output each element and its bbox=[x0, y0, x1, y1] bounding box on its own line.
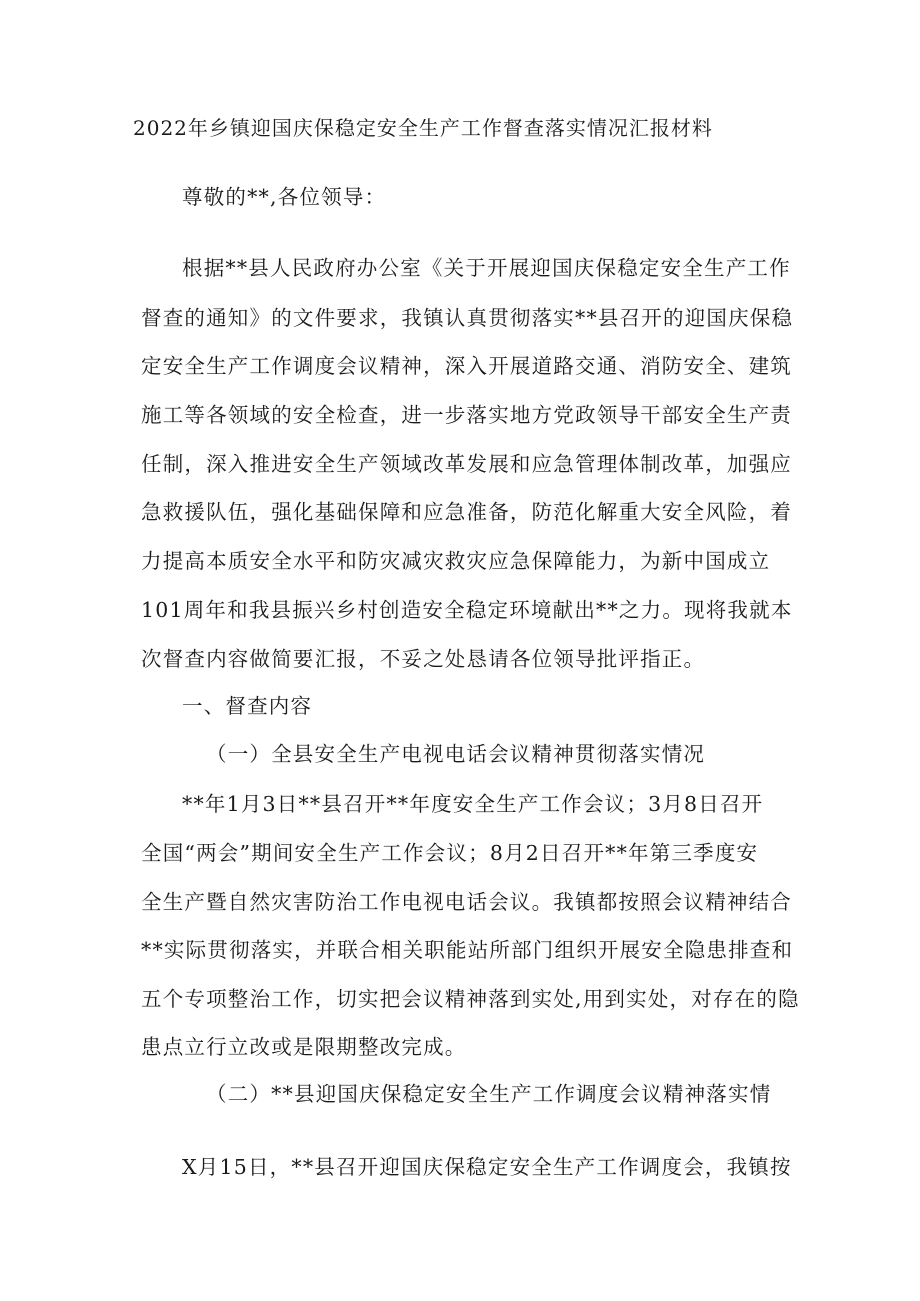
intro-line: 次督查内容做简要汇报，不妥之处恳请各位领导批评指正。 bbox=[141, 647, 706, 671]
paragraph-line: **实际贯彻落实，并联合相关职能站所部门组织开展安全隐患排查和 bbox=[141, 938, 794, 962]
intro-line: 101周年和我县振兴乡村创造安全稳定环境献出**之力。现将我就本 bbox=[141, 598, 793, 622]
salutation: 尊敬的**,各位领导： bbox=[182, 185, 387, 209]
paragraph-line: **年1月3日**县召开**年度安全生产工作会议；3月8日召开 bbox=[182, 792, 764, 816]
intro-line: 急救援队伍，强化基础保障和应急准备，防范化解重大安全风险，着 bbox=[141, 500, 792, 524]
subsection-heading: （二）**县迎国庆保稳定安全生产工作调度会议精神落实情 bbox=[206, 1082, 772, 1106]
intro-line: 施工等各领域的安全检查，进一步落实地方党政领导干部安全生产责 bbox=[141, 403, 792, 427]
section-heading: 一、督查内容 bbox=[182, 694, 313, 718]
document-title: 2022年乡镇迎国庆保稳定安全生产工作督查落实情况汇报材料 bbox=[133, 116, 713, 140]
intro-line: 任制，深入推进安全生产领域改革发展和应急管理体制改革，加强应 bbox=[141, 452, 792, 476]
paragraph-line: 全生产暨自然灾害防治工作电视电话会议。我镇都按照会议精神结合 bbox=[141, 890, 792, 914]
intro-line: 督查的通知》的文件要求，我镇认真贯彻落实**县召开的迎国庆保稳 bbox=[141, 306, 794, 330]
paragraph-line: 五个专项整治工作，切实把会议精神落到实处,用到实处，对存在的隐 bbox=[141, 987, 800, 1011]
paragraph-line: 全国“两会”期间安全生产工作会议；8月2日召开**年第三季度安 bbox=[141, 841, 759, 865]
intro-line: 根据**县人民政府办公室《关于开展迎国庆保稳定安全生产工作 bbox=[182, 256, 791, 280]
subsection-heading: （一）全县安全生产电视电话会议精神贯彻落实情况 bbox=[206, 742, 706, 766]
intro-line: 定安全生产工作调度会议精神，深入开展道路交通、消防安全、建筑 bbox=[141, 354, 792, 378]
intro-line: 力提高本质安全水平和防灾减灾救灾应急保障能力，为新中国成立 bbox=[141, 549, 771, 573]
paragraph-line: 患点立行立改或是限期整改完成。 bbox=[141, 1035, 467, 1059]
paragraph-line: X月15日，**县召开迎国庆保稳定安全生产工作调度会，我镇按 bbox=[182, 1155, 792, 1179]
